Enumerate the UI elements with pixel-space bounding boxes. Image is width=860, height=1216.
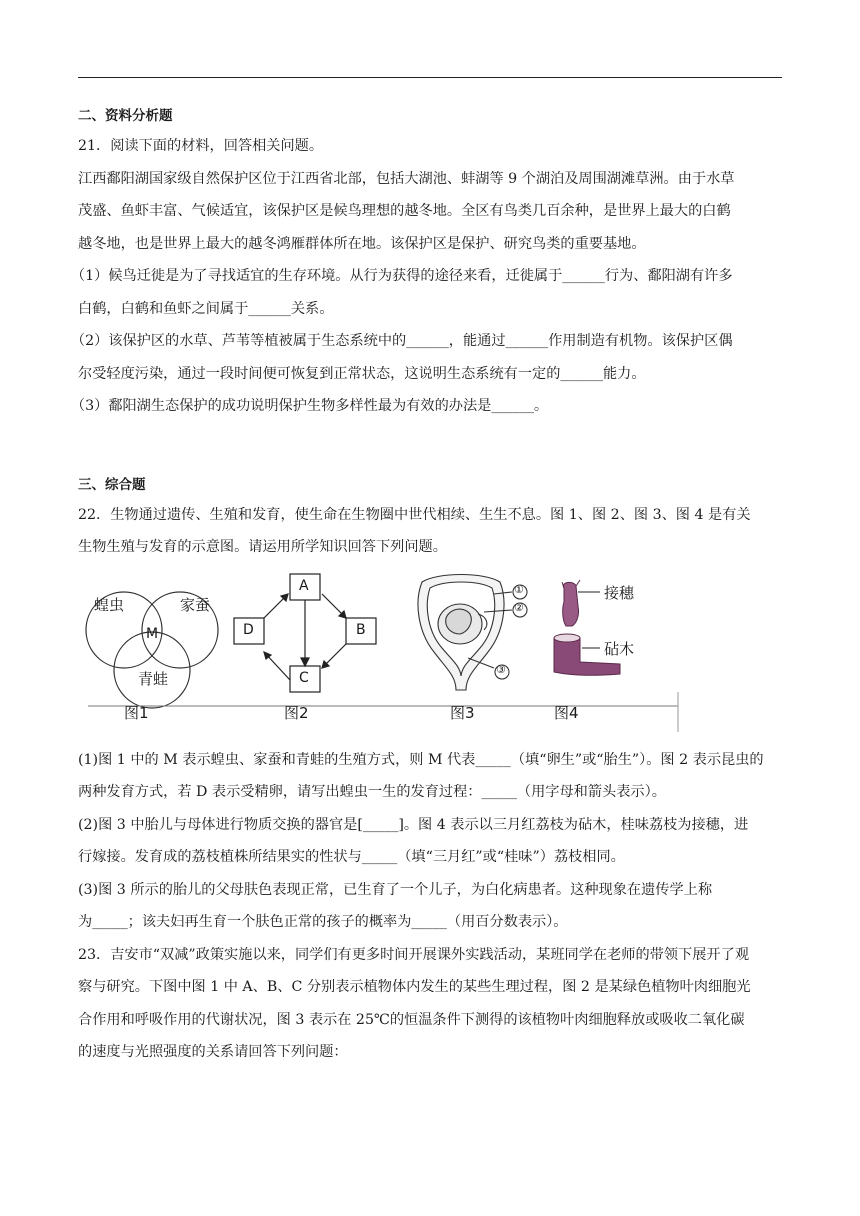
marker-2: ② [514,600,524,614]
question-stem: 22．生物通过遗传、生殖和发育，使生命在生物圈中世代相续、生生不息。图 1、图 2、图 3、图 4 是有关 [78,506,751,523]
question-stem: 21．阅读下面的材料，回答相关问题。 [78,138,324,154]
cycle-arrows [264,594,346,680]
question-stem: 合作用和呼吸作用的代谢状况，图 3 表示在 25℃的恒温条件下测得的该植物叶肉细胞释放或吸收二氧化碳 [78,1011,745,1028]
document-body [70,96,784,1069]
subquestion-line: 为_____；该夫妇再生育一个肤色正常的孩子的概率为_____（用百分数表示）。 [78,914,568,930]
section-title: 三、综合题 [78,476,146,493]
subquestion-line: (2)图 3 中胎儿与母体进行物质交换的器官是[_____]。图 4 表示以三月红荔枝为砧木，桂味荔枝为接穗，进 [78,816,749,833]
material-line: 越冬地，也是世界上最大的越冬鸿雁群体所在地。该保护区是保护、研究鸟类的重要基地。 [78,235,646,252]
subquestion-line: 两种发育方式，若 D 表示受精卵，请写出蝗虫一生的发育过程：_____（用字母和箭头表示）。 [78,784,666,800]
subquestion-line: (3)图 3 所示的胎儿的父母肤色表现正常，已生育了一个儿子，为白化病患者。这种现象在遗传学上称 [78,881,713,898]
uterus-illustration [418,574,527,690]
node-a-label: A [299,577,309,594]
venn-label-silkworm: 家蚕 [180,595,211,614]
venn-label-locust: 蝗虫 [94,595,125,614]
question-stem: 的速度与光照强度的关系请回答下列问题： [78,1044,348,1060]
subquestion-line: （1）候鸟迁徙是为了寻找适宜的生存环境。从行为获得的途径来看，迁徙属于______行为、鄱阳湖有许多 [70,268,733,284]
node-b-label: B [356,621,366,638]
material-line: 茂盛、鱼虾丰富、气候适宜，该保护区是候鸟理想的越冬地。全区有鸟类几百余种，是世界上最大的白鹤 [78,203,731,219]
subquestion-line: 尔受轻度污染，通过一段时间便可恢复到正常状态，这说明生态系统有一定的______能力。 [78,365,646,382]
marker-3: ③ [496,662,506,676]
question-stem: 23．吉安市“双减”政策实施以来，同学们有更多时间开展课外实践活动，某班同学在老师的带领下展开了观 [78,946,750,963]
figure-svg [84,572,684,748]
material-line: 江西鄱阳湖国家级自然保护区位于江西省北部，包括大湖池、蚌湖等 9 个湖泊及周围湖滩草洲。由于水草 [78,170,735,187]
fig1-caption: 图1 [124,703,149,722]
venn-label-m: M [146,625,159,642]
scion-label: 接穗 [604,583,635,602]
marker-1: ① [514,582,524,596]
section-title: 二、资料分析题 [78,108,173,124]
node-c-label: C [299,669,309,686]
header-rule [78,77,782,78]
question-stem: 生物生殖与发育的示意图。请运用所学知识回答下列问题。 [78,539,447,555]
node-d-label: D [243,621,254,638]
fig3-caption: 图3 [450,703,475,722]
subquestion-line: (1)图 1 中的 M 表示蝗虫、家蚕和青蛙的生殖方式，则 M 代表_____（填“卵生”或“胎生”）。图 2 表示昆虫的 [78,751,764,768]
question-stem: 察与研究。下图中图 1 中 A、B、C 分别表示植物体内发生的某些生理过程，图 2 是某绿色植物叶肉细胞光 [78,979,751,995]
reproduction-figure [84,572,684,748]
subquestion-line: 行嫁接。发育成的荔枝植株所结果实的性状与_____（填“三月红”或“桂味”）荔枝相同。 [78,849,625,865]
venn-label-frog: 青蛙 [138,669,169,688]
subquestion-line: 白鹤，白鹤和鱼虾之间属于______关系。 [78,300,334,317]
subquestion-line: （3）鄱阳湖生态保护的成功说明保护生物多样性最为有效的办法是______。 [70,398,549,414]
fig2-caption: 图2 [284,703,309,722]
subquestion-line: （2）该保护区的水草、芦苇等植被属于生态系统中的______，能通过______作用制造有机物。该保护区偶 [70,333,733,349]
rootstock-label: 砧木 [604,639,635,658]
fig4-caption: 图4 [554,703,579,722]
